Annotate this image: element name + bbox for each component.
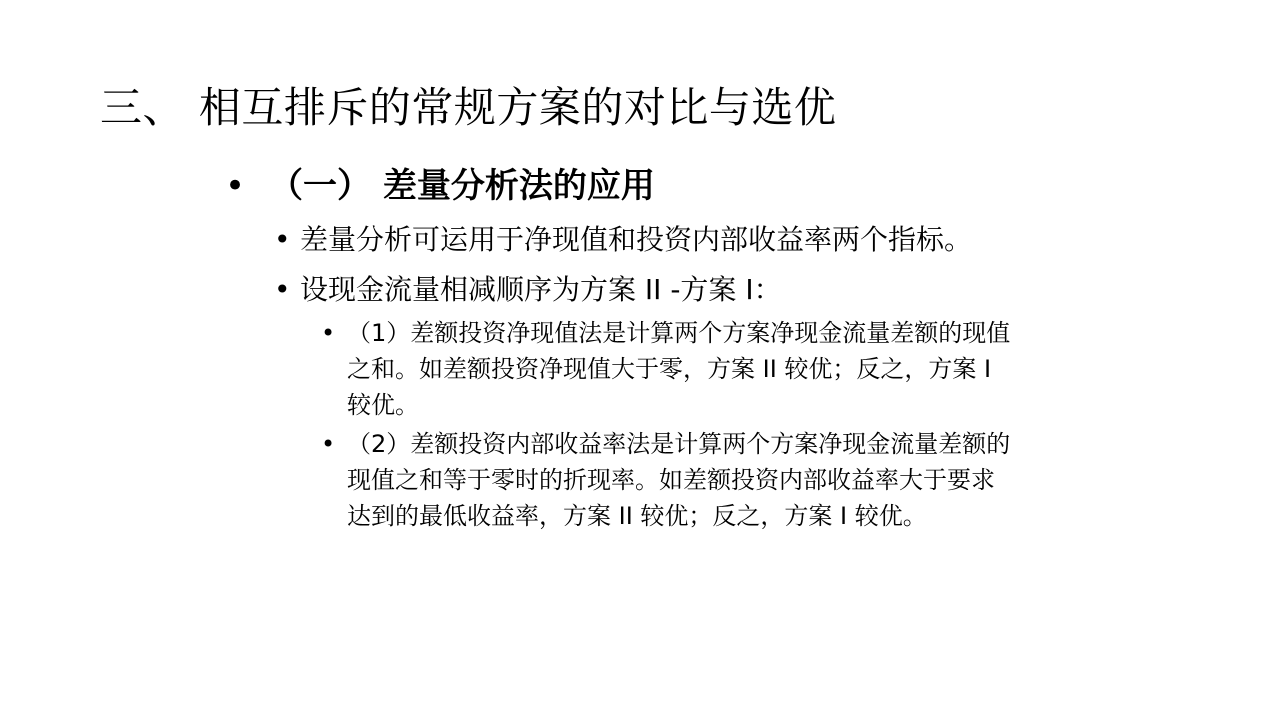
point-text: 差量分析可运用于净现值和投资内部收益率两个指标。: [300, 223, 973, 256]
subpoint-line: 达到的最低收益率，方案 II 较优；反之，方案 I 较优。: [347, 502, 927, 530]
section-heading-row: [225, 164, 655, 208]
subpoint-line: （1）差额投资净现值法是计算两个方案净现金流量差额的现值: [347, 319, 1011, 347]
slide-title: 三、 相互排斥的常规方案的对比与选优: [100, 83, 837, 132]
bullet-icon: •: [321, 430, 336, 458]
point-item: [274, 270, 782, 310]
subpoint-line: 现值之和等于零时的折现率。如差额投资内部收益率大于要求: [347, 466, 995, 494]
subpoint-text: [347, 315, 1087, 423]
subpoint-text: [347, 426, 1087, 534]
subpoint-line: 之和。如差额投资净现值大于零，方案 II 较优；反之，方案 I: [347, 355, 992, 383]
bullet-icon: •: [225, 166, 246, 206]
section-heading: （一） 差量分析法的应用: [269, 166, 655, 206]
subpoint-item: [321, 315, 1087, 423]
subpoint-line: 较优。: [347, 391, 419, 419]
bullet-icon: •: [274, 273, 291, 306]
subpoint-line: （2）差额投资内部收益率法是计算两个方案净现金流量差额的: [347, 430, 1011, 458]
bullet-icon: •: [274, 223, 291, 256]
point-text: 设现金流量相减顺序为方案 II -方案 I：: [300, 273, 782, 306]
subpoint-item: [321, 426, 1087, 534]
bullet-icon: •: [321, 319, 336, 347]
point-item: [274, 220, 972, 260]
